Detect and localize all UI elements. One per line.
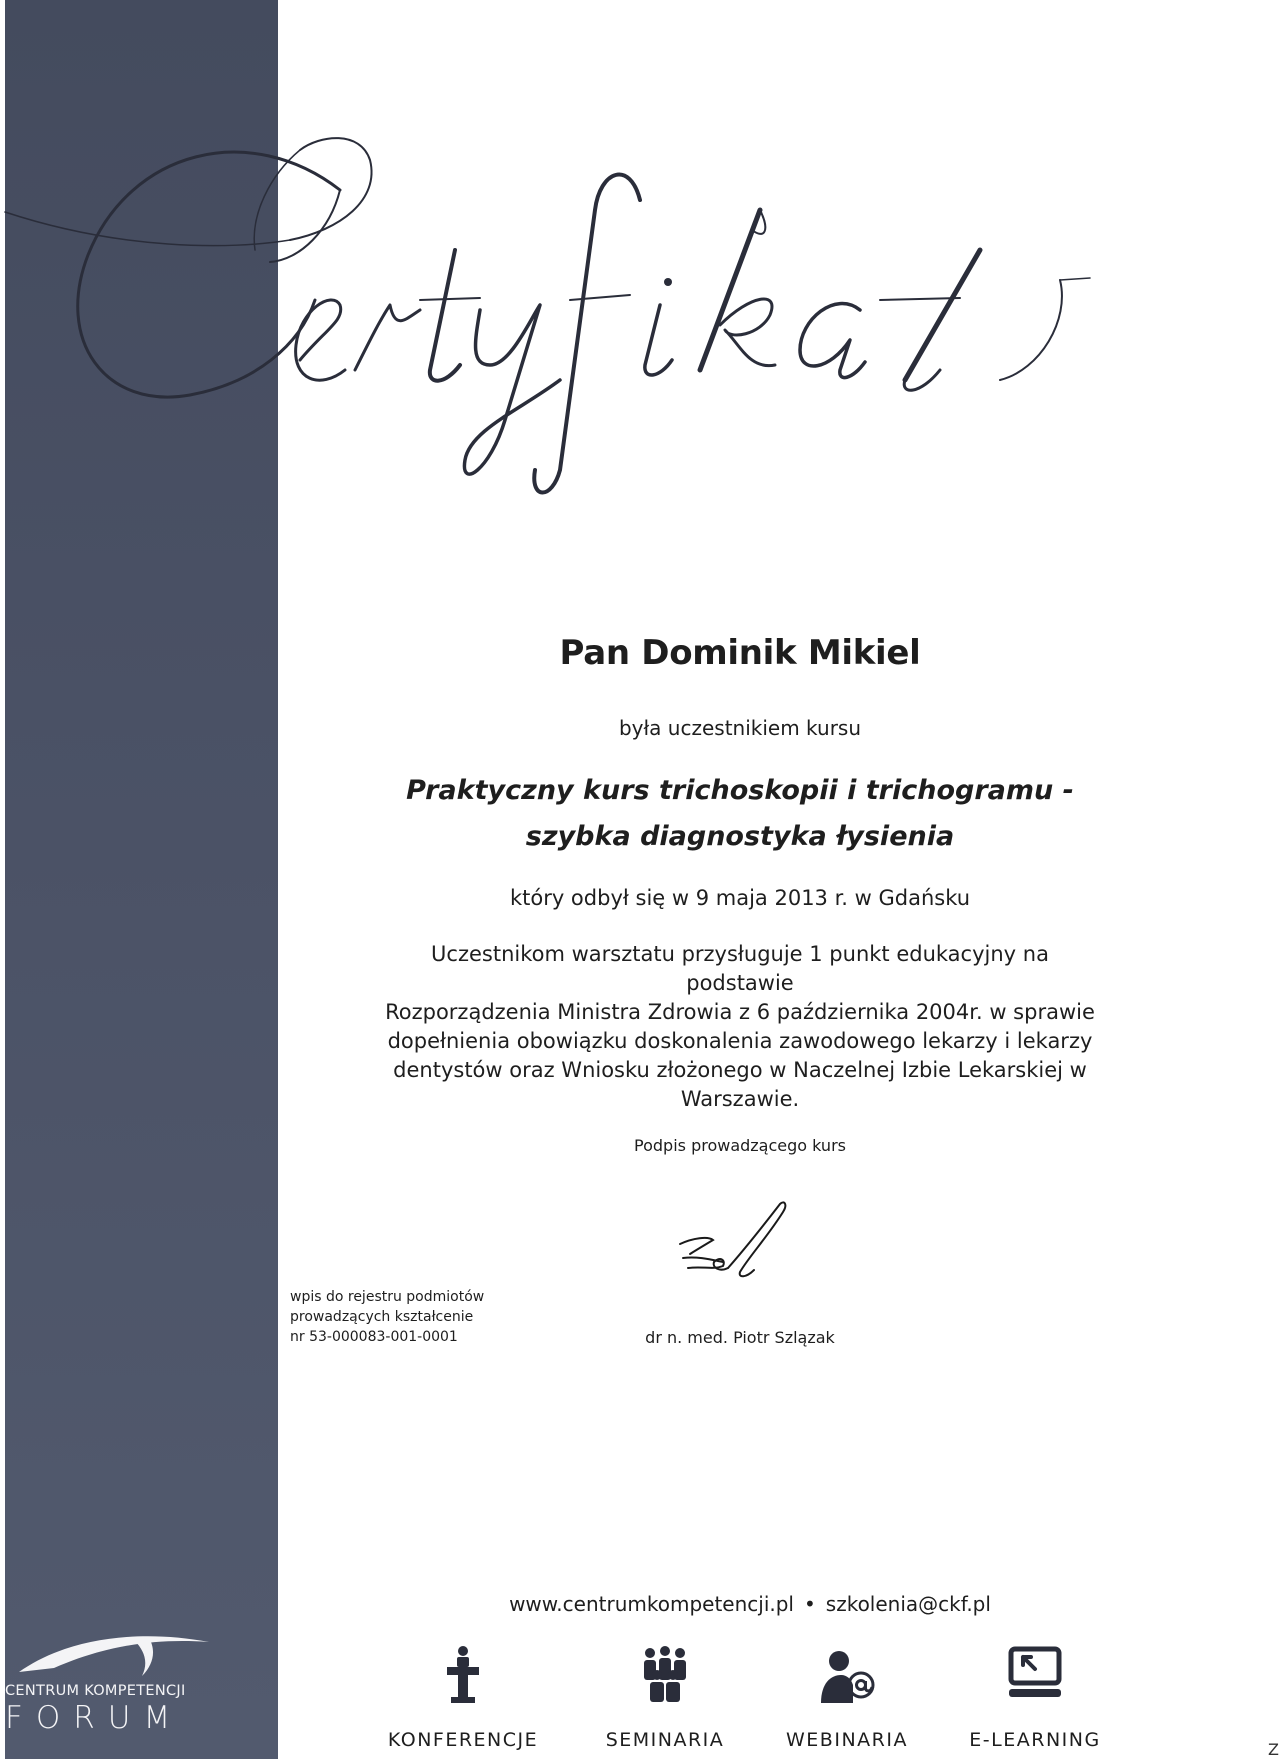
person-at-sign-icon bbox=[817, 1645, 877, 1705]
course-title-line2: szybka diagnostyka łysienia bbox=[525, 821, 955, 852]
registry-line: wpis do rejestru podmiotów bbox=[290, 1289, 485, 1305]
feature-konferencje bbox=[368, 1645, 558, 1751]
certificate-title-ornament bbox=[0, 0, 1280, 560]
feature-label: SEMINARIA bbox=[605, 1729, 725, 1751]
handwritten-signature bbox=[668, 1196, 808, 1286]
feature-label: KONFERENCJE bbox=[387, 1729, 539, 1751]
contact-line bbox=[480, 1592, 1020, 1616]
date-place: który odbył się w 9 maja 2013 r. w Gdańsku bbox=[509, 886, 971, 910]
feature-webinaria bbox=[752, 1645, 942, 1751]
signer-name: dr n. med. Piotr Szlązak bbox=[645, 1328, 835, 1347]
signature-label: Podpis prowadzącego kurs bbox=[634, 1136, 846, 1155]
podium-speaker-icon bbox=[433, 1645, 493, 1705]
feature-label: E-LEARNING bbox=[969, 1729, 1101, 1751]
logo-text-line1: CENTRUM KOMPETENCJI bbox=[5, 1683, 186, 1699]
separator-dot: • bbox=[803, 1592, 816, 1616]
recipient-name: Pan Dominik Mikiel bbox=[559, 633, 921, 673]
group-people-icon bbox=[635, 1645, 695, 1705]
body-line: Warszawie. bbox=[680, 1087, 800, 1111]
participation-text: była uczestnikiem kursu bbox=[618, 716, 862, 740]
feature-label: WEBINARIA bbox=[786, 1729, 908, 1751]
registry-line: prowadzących kształcenie bbox=[290, 1309, 474, 1325]
feature-e-learning bbox=[940, 1645, 1130, 1751]
logo-swoosh bbox=[14, 1620, 214, 1680]
body-line: Rozporządzenia Ministra Zdrowia z 6 października 2004r. w sprawie bbox=[385, 1000, 1095, 1024]
logo-text-line2: FORUM bbox=[5, 1700, 184, 1736]
website-link[interactable]: www.centrumkompetencji.pl bbox=[509, 1592, 794, 1616]
body-line: Uczestnikom warsztatu przysługuje 1 punkt edukacyjny na podstawie bbox=[431, 942, 1049, 995]
registry-line: nr 53-000083-001-0001 bbox=[290, 1329, 458, 1345]
computer-monitor-icon bbox=[1005, 1645, 1065, 1705]
body-line: dentystów oraz Wniosku złożonego w Naczelnej Izbie Lekarskiej w bbox=[393, 1058, 1087, 1082]
course-title-line1: Praktyczny kurs trichoskopii i trichogramu - bbox=[406, 775, 1074, 806]
body-line: dopełnienia obowiązku doskonalenia zawodowego lekarzy i lekarzy bbox=[387, 1029, 1093, 1053]
email-link[interactable]: szkolenia@ckf.pl bbox=[825, 1592, 991, 1616]
feature-seminaria bbox=[570, 1645, 760, 1751]
course-title bbox=[340, 768, 1140, 860]
registry-info bbox=[290, 1287, 550, 1347]
clipped-edge-character: Z bbox=[1268, 1740, 1279, 1759]
certificate-body bbox=[380, 940, 1100, 1114]
